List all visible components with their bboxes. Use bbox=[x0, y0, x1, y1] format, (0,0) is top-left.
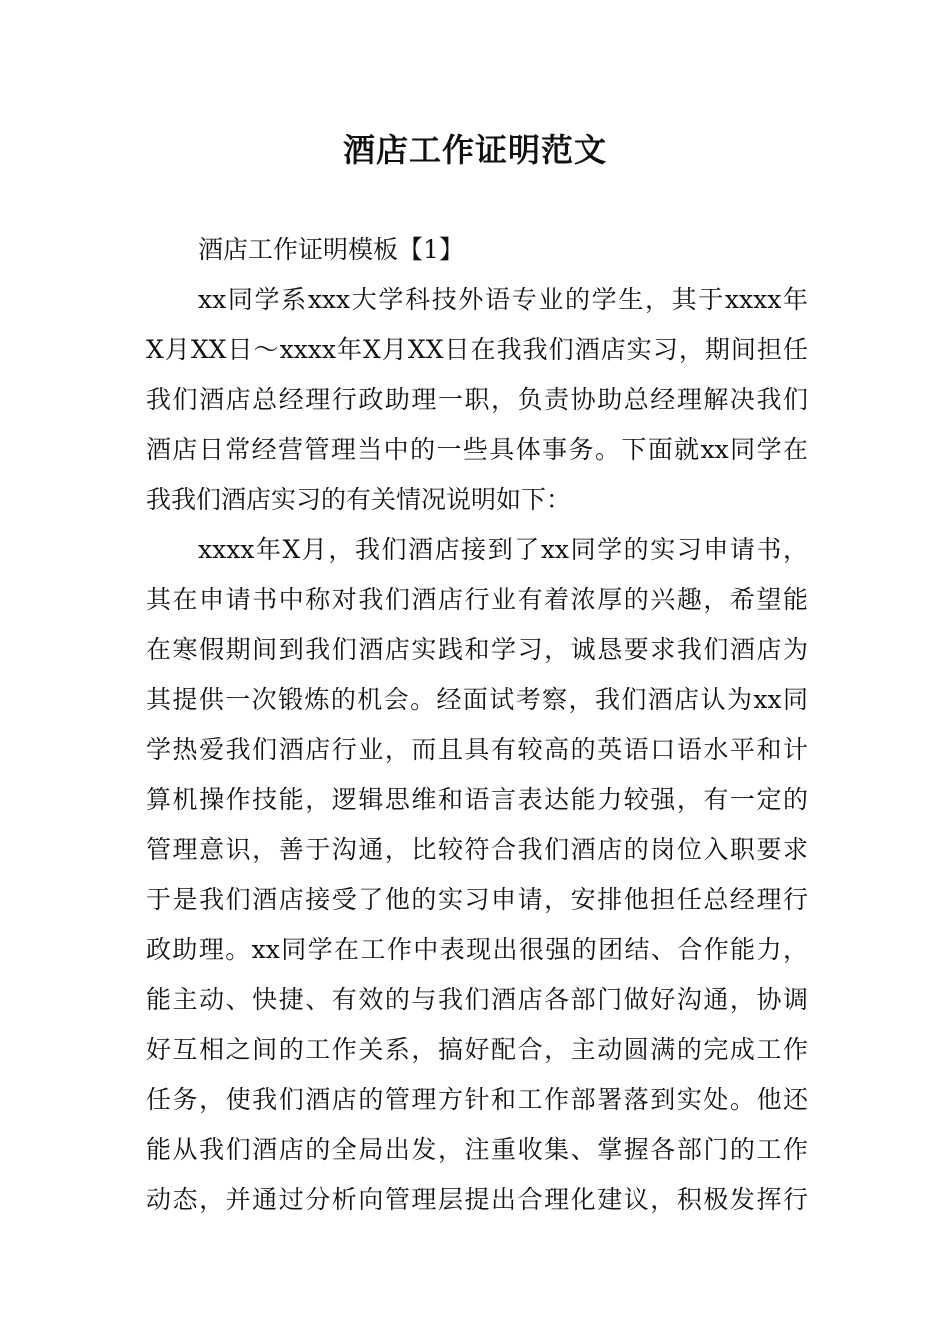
paragraph-line: xxxx年X月，我们酒店接到了xx同学的实习申请书， bbox=[198, 535, 808, 564]
paragraph-line: 其在申请书中称对我们酒店行业有着浓厚的兴趣，希望能 bbox=[146, 585, 808, 614]
paragraph-line: 能主动、快捷、有效的与我们酒店各部门做好沟通，协调 bbox=[146, 985, 808, 1014]
paragraph-line: 动态，并通过分析向管理层提出合理化建议，积极发挥行 bbox=[146, 1185, 808, 1214]
paragraph-line: 管理意识，善于沟通，比较符合我们酒店的岗位入职要求 bbox=[146, 835, 808, 864]
paragraph-line: 任务，使我们酒店的管理方针和工作部署落到实处。他还 bbox=[146, 1085, 808, 1114]
paragraph-line: 好互相之间的工作关系，搞好配合，主动圆满的完成工作 bbox=[146, 1035, 808, 1064]
paragraph-line: 能从我们酒店的全局出发，注重收集、掌握各部门的工作 bbox=[146, 1135, 808, 1164]
paragraph-line: 在寒假期间到我们酒店实践和学习，诚恳要求我们酒店为 bbox=[146, 635, 808, 664]
paragraph-line: 我们酒店总经理行政助理一职，负责协助总经理解决我们 bbox=[146, 385, 808, 414]
paragraph-line: 政助理。xx同学在工作中表现出很强的团结、合作能力， bbox=[146, 935, 808, 964]
paragraph-line: 酒店日常经营管理当中的一些具体事务。下面就xx同学在 bbox=[146, 435, 808, 464]
document-body bbox=[146, 225, 808, 1225]
paragraph-line: xx同学系xxx大学科技外语专业的学生，其于xxxx年 bbox=[198, 285, 808, 314]
paragraph-line: X月XX日～xxxx年X月XX日在我我们酒店实习，期间担任 bbox=[146, 335, 808, 364]
paragraph-line: 其提供一次锻炼的机会。经面试考察，我们酒店认为xx同 bbox=[146, 685, 808, 714]
paragraph-line: 于是我们酒店接受了他的实习申请，安排他担任总经理行 bbox=[146, 885, 808, 914]
document-title: 酒店工作证明范文 bbox=[342, 131, 607, 169]
paragraph-line: 算机操作技能，逻辑思维和语言表达能力较强，有一定的 bbox=[146, 785, 808, 814]
paragraph-line: 学热爱我们酒店行业，而且具有较高的英语口语水平和计 bbox=[146, 735, 808, 764]
paragraph-line: 我我们酒店实习的有关情况说明如下： bbox=[146, 485, 572, 514]
section-heading: 酒店工作证明模板【1】 bbox=[198, 235, 464, 264]
